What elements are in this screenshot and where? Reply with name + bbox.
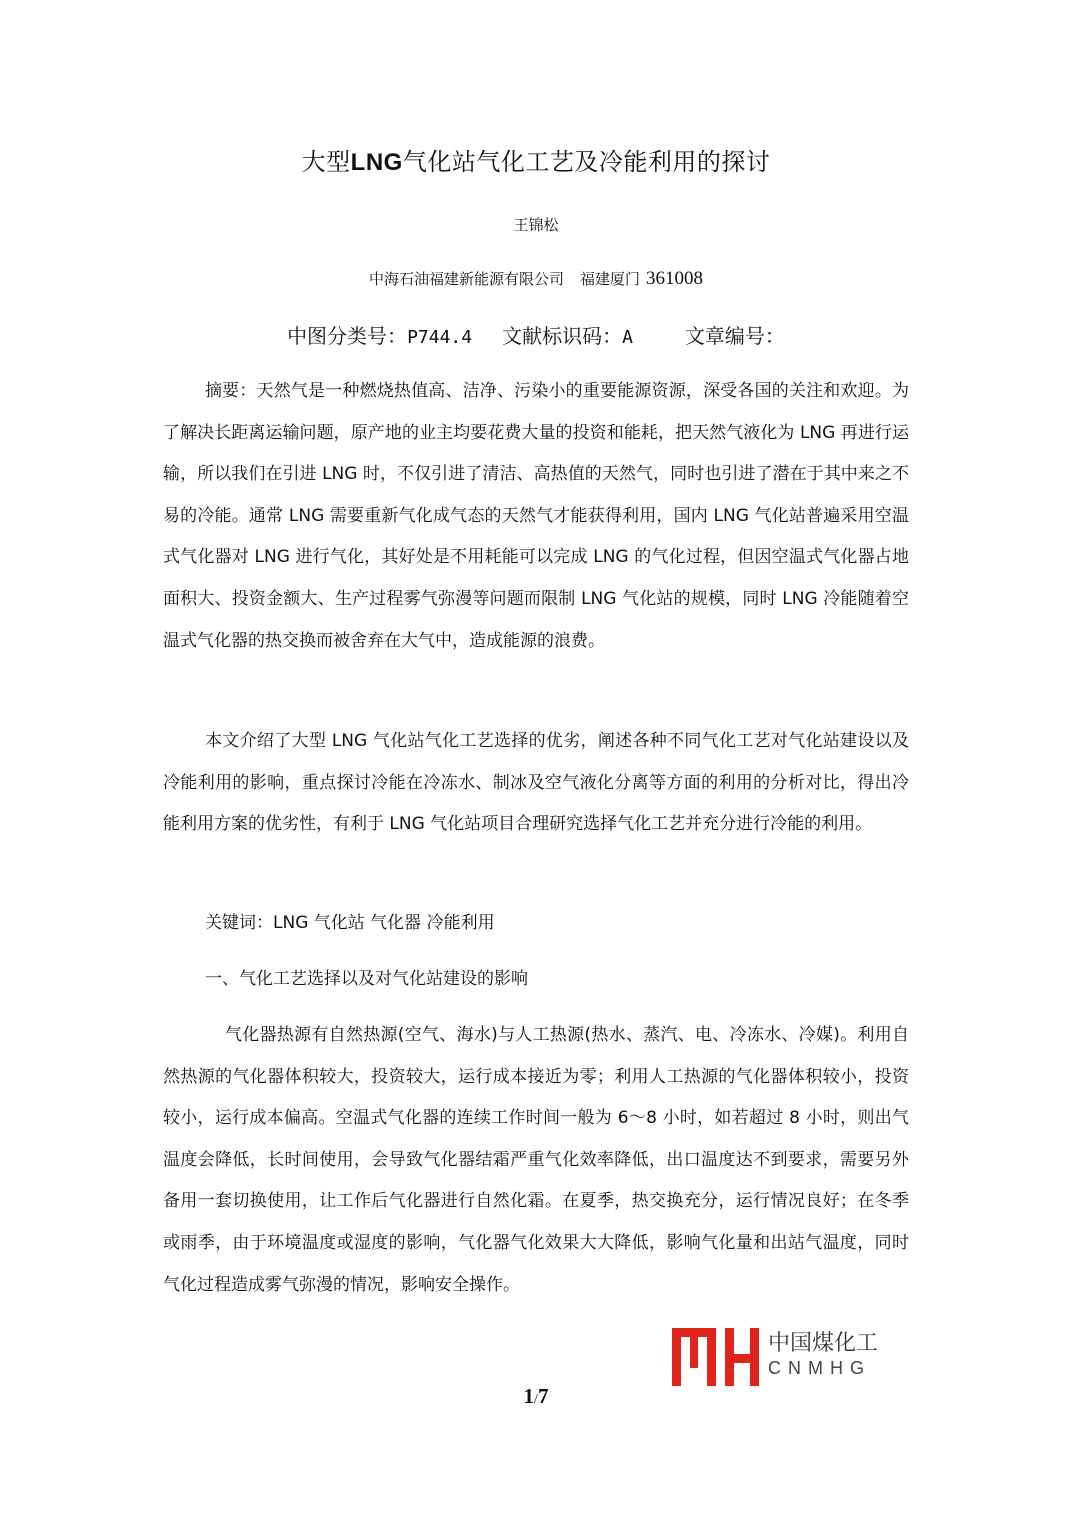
title-text-post: 气化站气化工艺及冷能利用的探讨 bbox=[402, 148, 771, 176]
abstract-paragraph: 摘要：天然气是一种燃烧热值高、洁净、污染小的重要能源资源，深受各国的关注和欢迎。为了解决长距离运输问题，原产地的业主均要花费大量的投资和能耗，把天然气液化为 LNG 再进行运输，所以我们在引进 LNG 时，不仅引进了清洁、高热值的天然气，同时也引进了潜在于其中来之不易的冷能。通常 LNG 需要重新气化成气态的天然气才能获得利用，国内 LNG 气化站普遍采用空温式气化器对 LNG 进行气化，其好处是不用耗能可以完成 LNG 的气化过程，但因空温式气化器占地面积大、投资金额大、生产过程雾气弥漫等问题而限制 LNG 气化站的规模，同时 LNG 冷能随着空温式气化器的热交换而被舍弃在大气中，造成能源的浪费。 bbox=[163, 381, 909, 651]
section-heading: 一、气化工艺选择以及对气化站建设的影响 bbox=[205, 969, 528, 989]
affiliation bbox=[0, 268, 1072, 290]
page-number bbox=[0, 1384, 1072, 1409]
logo-text-cn: 中国煤化工 bbox=[768, 1331, 879, 1356]
doc-code-label: 文献标识码： bbox=[502, 324, 623, 348]
keywords: 关键词：LNG 气化站 气化器 冷能利用 bbox=[205, 913, 495, 933]
clc-value: P744.4 bbox=[407, 327, 473, 348]
affiliation-company: 中海石油福建新能源有限公司 bbox=[368, 270, 564, 288]
intro-paragraph: 本文介绍了大型 LNG 气化站气化工艺选择的优劣，阐述各种不同气化工艺对气化站建设以及冷能利用的影响，重点探讨冷能在冷冻水、制冰及空气液化分离等方面的利用的分析对比，得出冷能利用方案的优劣性，有利于 LNG 气化站项目合理研究选择气化工艺并充分进行冷能的利用。 bbox=[163, 731, 909, 835]
title-text-pre: 大型 bbox=[301, 148, 351, 176]
affiliation-city: 福建厦门 bbox=[580, 270, 641, 288]
page-separator: / bbox=[534, 1392, 538, 1407]
article-no-label: 文章编号： bbox=[684, 324, 785, 348]
doc-code-value: A bbox=[622, 327, 633, 348]
title-text-latin: LNG bbox=[350, 149, 403, 176]
document-title bbox=[0, 142, 1072, 177]
logo-text-en: CNMHG bbox=[768, 1358, 871, 1378]
page-total: 7 bbox=[537, 1384, 549, 1408]
author-name: 王锦松 bbox=[513, 216, 559, 234]
section-body-paragraph: 气化器热源有自然热源(空气、海水)与人工热源(热水、蒸汽、电、冷冻水、冷媒)。利用自然热源的气化器体积较大，投资较大，运行成本接近为零；利用人工热源的气化器体积较小，投资较小，运行成本偏高。空温式气化器的连续工作时间一般为 6～8 小时，如若超过 8 小时，则出气温度会降低，长时间使用，会导致气化器结霜严重气化效率降低，出口温度达不到要求，需要另外备用一套切换使用，让工作后气化器进行自然化霜。在夏季，热交换充分，运行情况良好；在冬季或雨季，由于环境温度或湿度的影响，气化器气化效果大大降低，影响气化量和出站气温度，同时气化过程造成雾气弥漫的情况，影响安全操作。 bbox=[163, 1025, 909, 1295]
page-current: 1 bbox=[523, 1384, 535, 1408]
clc-label: 中图分类号： bbox=[287, 324, 408, 348]
classification-line bbox=[0, 320, 1072, 349]
affiliation-zip: 361008 bbox=[646, 268, 704, 289]
